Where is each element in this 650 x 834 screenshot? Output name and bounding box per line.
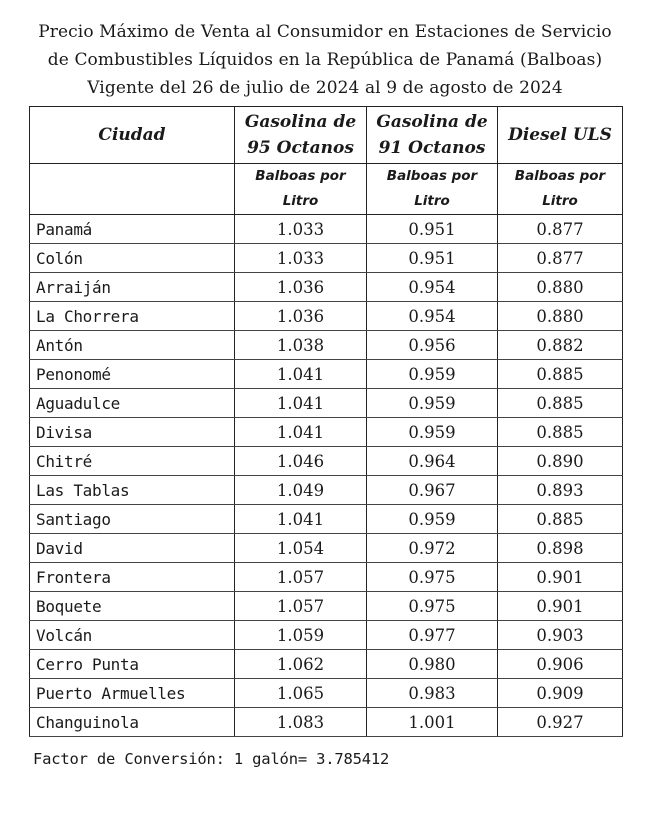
unit-gasolina-95-line2: Litro: [282, 193, 319, 209]
price-gasolina-91: 0.951: [367, 244, 498, 273]
table-row: [30, 244, 623, 273]
price-gasolina-91: 0.975: [367, 563, 498, 592]
price-gasolina-91: 0.954: [367, 273, 498, 302]
table-row: [30, 331, 623, 360]
price-diesel-uls: 0.880: [498, 302, 623, 331]
price-diesel-uls: 0.882: [498, 331, 623, 360]
price-diesel-uls: 0.890: [498, 447, 623, 476]
fuel-price-table: [29, 106, 623, 737]
unit-gasolina-91-line2: Litro: [414, 193, 450, 209]
price-gasolina-91: 1.001: [367, 708, 498, 737]
city-name: Puerto Armuelles: [30, 679, 235, 708]
price-gasolina-91: 0.959: [367, 360, 498, 389]
price-gasolina-95: 1.033: [235, 215, 367, 244]
price-diesel-uls: 0.880: [498, 273, 623, 302]
price-gasolina-95: 1.036: [235, 302, 367, 331]
price-gasolina-95: 1.057: [235, 592, 367, 621]
unit-gasolina-91-line1: Balboas por: [386, 168, 478, 184]
price-diesel-uls: 0.893: [498, 476, 623, 505]
header-gasolina-91-line2: 91 Octanos: [378, 138, 486, 158]
price-gasolina-91: 0.983: [367, 679, 498, 708]
table-row: [30, 302, 623, 331]
price-gasolina-95: 1.062: [235, 650, 367, 679]
unit-diesel-line2: Litro: [542, 193, 578, 209]
price-gasolina-91: 0.954: [367, 302, 498, 331]
table-row: [30, 650, 623, 679]
city-name: Las Tablas: [30, 476, 235, 505]
price-diesel-uls: 0.901: [498, 592, 623, 621]
city-name: Penonomé: [30, 360, 235, 389]
header-gasolina-95-line1: Gasolina de: [244, 112, 357, 132]
price-diesel-uls: 0.906: [498, 650, 623, 679]
price-diesel-uls: 0.901: [498, 563, 623, 592]
price-gasolina-95: 1.065: [235, 679, 367, 708]
unit-gasolina-95: [235, 164, 367, 215]
price-gasolina-91: 0.980: [367, 650, 498, 679]
table-row: [30, 360, 623, 389]
header-gasolina-91-line1: Gasolina de: [376, 112, 488, 132]
price-gasolina-95: 1.041: [235, 418, 367, 447]
city-name: Santiago: [30, 505, 235, 534]
price-gasolina-95: 1.041: [235, 389, 367, 418]
price-gasolina-95: 1.033: [235, 244, 367, 273]
city-name: Arraiján: [30, 273, 235, 302]
city-name: Aguadulce: [30, 389, 235, 418]
price-gasolina-95: 1.054: [235, 534, 367, 563]
price-gasolina-91: 0.951: [367, 215, 498, 244]
price-gasolina-91: 0.967: [367, 476, 498, 505]
city-name: La Chorrera: [30, 302, 235, 331]
price-gasolina-91: 0.959: [367, 389, 498, 418]
price-gasolina-95: 1.036: [235, 273, 367, 302]
price-gasolina-91: 0.964: [367, 447, 498, 476]
unit-diesel-uls: [498, 164, 623, 215]
city-name: Frontera: [30, 563, 235, 592]
table-row: [30, 273, 623, 302]
header-gasolina-95-line2: 95 Octanos: [247, 138, 354, 158]
price-gasolina-95: 1.038: [235, 331, 367, 360]
header-gasolina-91: [367, 107, 498, 164]
city-name: Divisa: [30, 418, 235, 447]
table-unit-row: [30, 164, 623, 215]
price-diesel-uls: 0.885: [498, 505, 623, 534]
price-gasolina-91: 0.959: [367, 505, 498, 534]
price-diesel-uls: 0.885: [498, 360, 623, 389]
title-line-2: de Combustibles Líquidos en la República de Panamá (Balboas): [47, 50, 603, 70]
price-diesel-uls: 0.898: [498, 534, 623, 563]
table-row: [30, 621, 623, 650]
price-gasolina-95: 1.057: [235, 563, 367, 592]
price-gasolina-95: 1.083: [235, 708, 367, 737]
price-diesel-uls: 0.885: [498, 418, 623, 447]
price-gasolina-95: 1.059: [235, 621, 367, 650]
table-row: [30, 447, 623, 476]
unit-diesel-line1: Balboas por: [514, 168, 606, 184]
price-gasolina-91: 0.975: [367, 592, 498, 621]
table-row: [30, 563, 623, 592]
price-gasolina-91: 0.977: [367, 621, 498, 650]
document-title: [0, 18, 650, 102]
header-gasolina-95: [235, 107, 367, 164]
header-diesel-uls: Diesel ULS: [498, 107, 623, 164]
table-row: [30, 418, 623, 447]
conversion-factor-note: Factor de Conversión: 1 galón= 3.785412: [33, 750, 390, 768]
city-name: Volcán: [30, 621, 235, 650]
unit-cell-blank: [30, 164, 235, 215]
city-name: Antón: [30, 331, 235, 360]
price-gasolina-95: 1.049: [235, 476, 367, 505]
unit-gasolina-95-line1: Balboas por: [255, 168, 346, 184]
city-name: David: [30, 534, 235, 563]
table-row: [30, 476, 623, 505]
price-diesel-uls: 0.927: [498, 708, 623, 737]
header-city: Ciudad: [30, 107, 235, 164]
city-name: Chitré: [30, 447, 235, 476]
price-gasolina-95: 1.041: [235, 360, 367, 389]
table-row: [30, 389, 623, 418]
table-row: [30, 708, 623, 737]
unit-gasolina-91: [367, 164, 498, 215]
city-name: Panamá: [30, 215, 235, 244]
city-name: Cerro Punta: [30, 650, 235, 679]
price-gasolina-95: 1.046: [235, 447, 367, 476]
table-row: [30, 505, 623, 534]
title-line-1: Precio Máximo de Venta al Consumidor en Estaciones de Servicio: [38, 22, 612, 42]
city-name: Boquete: [30, 592, 235, 621]
table-row: [30, 534, 623, 563]
price-diesel-uls: 0.877: [498, 244, 623, 273]
price-diesel-uls: 0.909: [498, 679, 623, 708]
price-diesel-uls: 0.877: [498, 215, 623, 244]
city-name: Changuinola: [30, 708, 235, 737]
table-row: [30, 592, 623, 621]
table-row: [30, 679, 623, 708]
table-row: [30, 215, 623, 244]
price-diesel-uls: 0.903: [498, 621, 623, 650]
city-name: Colón: [30, 244, 235, 273]
price-diesel-uls: 0.885: [498, 389, 623, 418]
title-line-3: Vigente del 26 de julio de 2024 al 9 de agosto de 2024: [87, 78, 563, 98]
table-header-row: [30, 107, 623, 164]
price-gasolina-95: 1.041: [235, 505, 367, 534]
price-gasolina-91: 0.972: [367, 534, 498, 563]
price-gasolina-91: 0.956: [367, 331, 498, 360]
price-gasolina-91: 0.959: [367, 418, 498, 447]
